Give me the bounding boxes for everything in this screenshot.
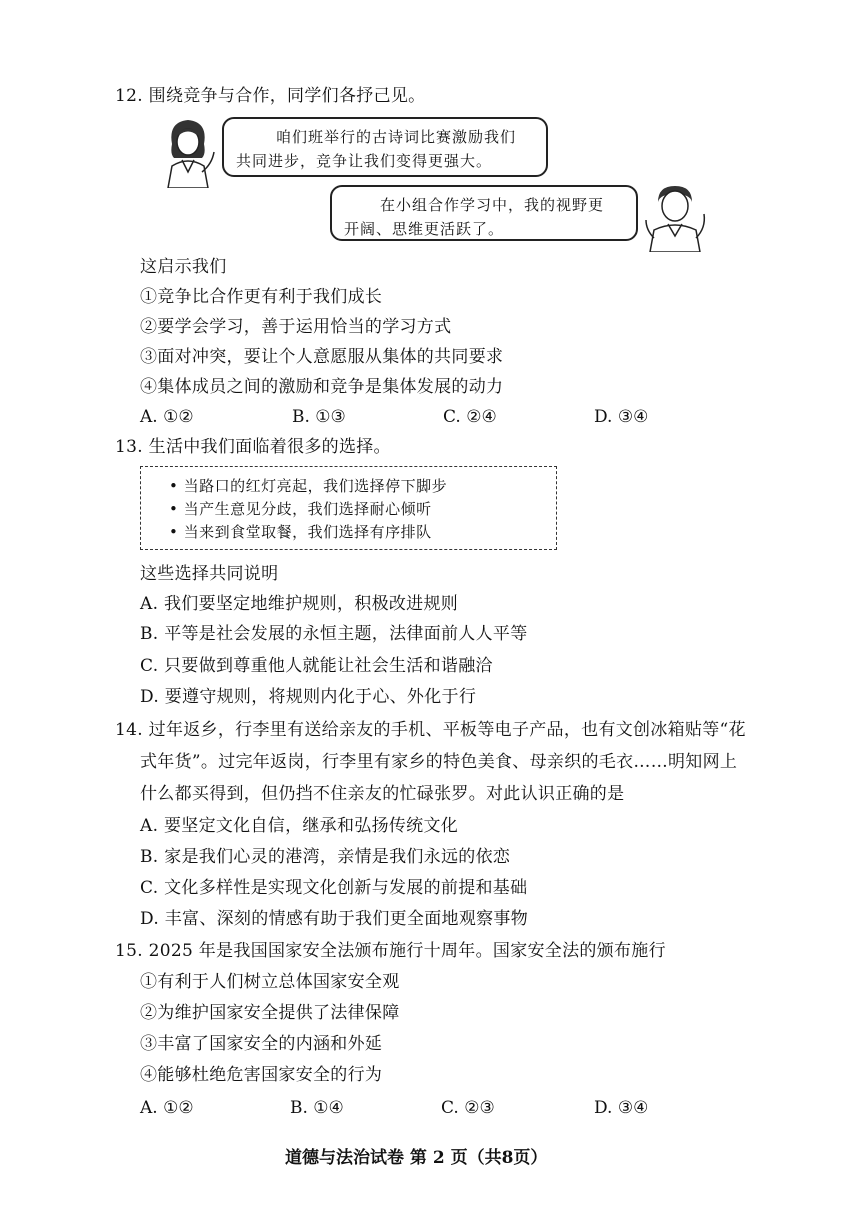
q14-option-c: C. 文化多样性是实现文化创新与发展的前提和基础 [140,878,528,898]
q13-option-b: B. 平等是社会发展的永恒主题，法律面前人人平等 [140,624,528,644]
q13-option-d: D. 要遵守规则，将规则内化于心、外化于行 [140,687,477,707]
q15-item-3: ③丰富了国家安全的内涵和外延 [140,1034,383,1054]
q12-item-4: ④集体成员之间的激励和竞争是集体发展的动力 [140,377,504,397]
bubble2-line2: 开阔、思维更活跃了。 [344,220,505,238]
q14-option-a: A. 要坚定文化自信，继承和弘扬传统文化 [140,816,459,836]
speech-bubble-cooperation [330,185,638,241]
q15-item-1: ①有利于人们树立总体国家安全观 [140,972,400,992]
q14-stem-line-2: 式年货”。过完年返岗，行李里有家乡的特色美食、母亲织的毛衣……明知网上 [140,752,738,772]
q15-choice-d: D. ③④ [594,1098,649,1118]
q13-prompt: 这些选择共同说明 [140,564,279,584]
q12-choice-b: B. ①③ [292,407,346,427]
q12-item-3: ③面对冲突，要让个人意愿服从集体的共同要求 [140,347,504,367]
q12-item-2: ②要学会学习，善于运用恰当的学习方式 [140,317,452,337]
bubble1-line1: 咱们班举行的古诗词比赛激励我们 [276,128,517,146]
bubble1-line2: 共同进步，竞争让我们变得更强大。 [236,152,493,170]
q13-option-a: A. 我们要坚定地维护规则，积极改进规则 [140,594,459,614]
q12-stem: 12. 围绕竞争与合作，同学们各抒己见。 [115,86,426,106]
q12-choice-d: D. ③④ [594,407,649,427]
q14-stem-line-3: 什么都买得到，但仍挡不住亲友的忙碌张罗。对此认识正确的是 [140,784,625,804]
q13-option-c: C. 只要做到尊重他人就能让社会生活和谐融洽 [140,656,493,676]
q13-scenario-box [140,466,557,550]
q15-choice-b: B. ①④ [290,1098,344,1118]
q13-box-line-1: • 当路口的红灯亮起，我们选择停下脚步 [169,477,448,495]
q12-choice-a: A. ①② [140,407,194,427]
q12-item-1: ①竞争比合作更有利于我们成长 [140,287,383,307]
bubble2-line1: 在小组合作学习中，我的视野更 [380,196,605,214]
page-footer: 道德与法治试卷 第 2 页（共8页） [285,1148,548,1168]
q14-option-b: B. 家是我们心灵的港湾，亲情是我们永远的依恋 [140,847,511,867]
female-student-illustration [158,114,218,188]
male-student-illustration [640,180,710,252]
q13-box-line-3: • 当来到食堂取餐，我们选择有序排队 [169,523,432,541]
q12-choice-c: C. ②④ [443,407,497,427]
q15-item-4: ④能够杜绝危害国家安全的行为 [140,1065,383,1085]
q15-choice-a: A. ①② [140,1098,194,1118]
q13-box-line-2: • 当产生意见分歧，我们选择耐心倾听 [169,500,432,518]
q15-stem: 15. 2025 年是我国国家安全法颁布施行十周年。国家安全法的颁布施行 [115,941,666,961]
q14-option-d: D. 丰富、深刻的情感有助于我们更全面地观察事物 [140,909,529,929]
q15-item-2: ②为维护国家安全提供了法律保障 [140,1003,400,1023]
q14-stem-line-1: 14. 过年返乡，行李里有送给亲友的手机、平板等电子产品，也有文创冰箱贴等“花 [115,720,746,740]
q12-prompt: 这启示我们 [140,257,227,277]
q15-choice-c: C. ②③ [441,1098,495,1118]
speech-bubble-competition [222,117,548,177]
q13-stem: 13. 生活中我们面临着很多的选择。 [115,437,391,457]
